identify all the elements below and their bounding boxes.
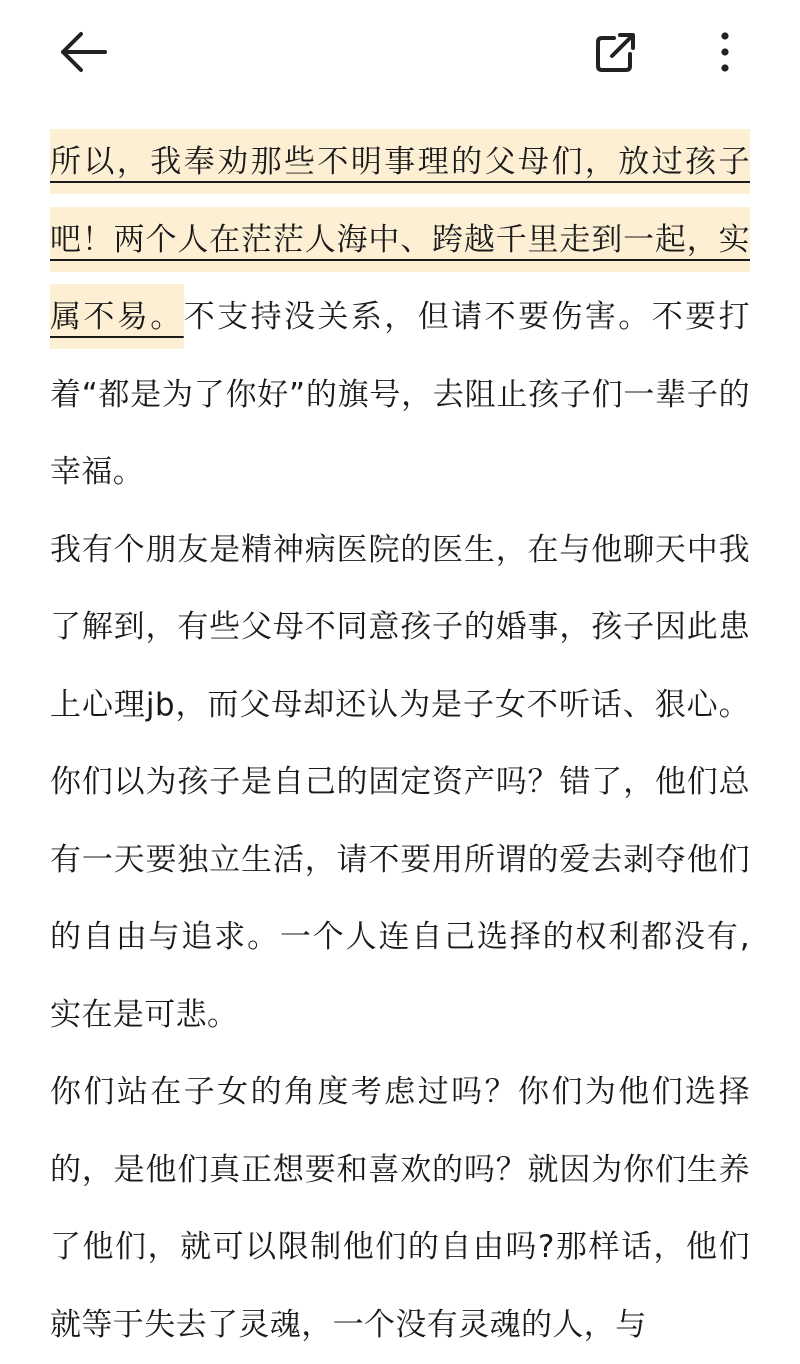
highlighted-text[interactable]: 所以，我奉劝那些不明事理的父母们，放过孩子吧！两个人在茫茫人海中、跨越千里走到一起，实属不易。 — [50, 129, 750, 349]
more-vertical-icon — [704, 26, 746, 78]
article-body — [0, 124, 800, 1364]
back-button[interactable] — [55, 28, 111, 76]
paragraph-2 — [50, 512, 750, 1055]
paragraph-1 — [50, 124, 750, 512]
paragraph-text: 我有个朋友是精神病医院的医生，在与他聊天中我了解到，有些父母不同意孩子的婚事，孩子因此患上心理jb，而父母却还认为是子女不听话、狠心。你们以为孩子是自己的固定资产吗？错了，他们总有一天要独立生活，请不要用所谓的爱去剥夺他们的自由与追求。一个人连自己选择的权利都没有,实在是可悲。 — [50, 531, 750, 1033]
arrow-left-icon — [55, 28, 111, 76]
paragraph-3 — [50, 1054, 750, 1364]
paragraph-text: 你们站在子女的角度考虑过吗？你们为他们选择的，是他们真正想要和喜欢的吗？就因为你们生养了他们，就可以限制他们的自由吗?那样话，他们就等于失去了灵魂，一个没有灵魂的人，与 — [50, 1074, 750, 1343]
share-external-icon — [588, 26, 644, 78]
more-options-button[interactable] — [704, 26, 746, 78]
share-button[interactable] — [588, 26, 644, 78]
paragraph-text: 不支持没关系，但请不要伤害。不要打着“都是为了你好”的旗号，去阻止孩子们一辈子的幸福。 — [50, 299, 750, 490]
top-toolbar — [0, 0, 800, 105]
